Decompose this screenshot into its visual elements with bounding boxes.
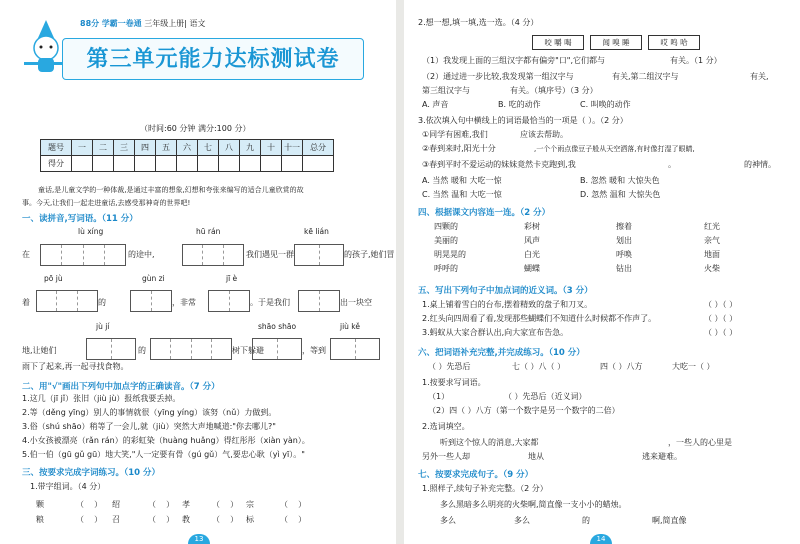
q1-text: 的孩子,她们冒	[344, 250, 395, 259]
q2-item-4: 4.小女孩被漂亮（rǎn rán）的彩虹染（huàng huǎng）得红彤彤（xiàn yàn）。	[22, 436, 310, 445]
matching-item[interactable]: 呼呼的	[434, 264, 458, 273]
pinyin-huran: hū rán	[196, 227, 221, 236]
q1-text: ，等到	[302, 346, 326, 355]
r-q5-brackets[interactable]: （ ）（ ）	[704, 314, 738, 323]
r-q6-fill: 听到这个惊人的消息,大家都	[440, 438, 539, 447]
r-q5-item2: 2.红头向四周看了看,发现那些蝴蝶们不知道什么时候都不作声了。	[422, 314, 657, 323]
q3-bracket: （ ）	[76, 500, 103, 509]
word-group-2: 闻 嗅 睡	[590, 35, 642, 50]
r-q5-item3: 3.蚂蚁从大家合群认出,向大家宣布告急。	[422, 328, 569, 337]
answer-box-kelian[interactable]	[294, 244, 344, 266]
matching-item[interactable]: 擦着	[616, 222, 632, 231]
score-cell[interactable]	[72, 156, 93, 172]
r-q2-item2-c: 有关,	[750, 72, 769, 81]
q1-text: 着	[22, 298, 30, 307]
score-table-header: 十一	[282, 140, 303, 156]
q1-text: 。于是我们	[250, 298, 290, 307]
q3-word: 宗	[246, 500, 254, 509]
score-table-header: 三	[114, 140, 135, 156]
r-q3-item: ①同学有困难,我们	[422, 130, 488, 139]
r-q7-pattern: 啊,简直像	[652, 516, 687, 525]
q1-text: 出一块空	[340, 298, 372, 307]
page-title: 第三单元能力达标测试卷	[86, 47, 340, 72]
matching-item[interactable]: 火柴	[704, 264, 720, 273]
r-q2-item1-end: 有关。（1 分）	[670, 56, 722, 65]
score-cell[interactable]	[282, 156, 303, 172]
r-q5-item1: 1.桌上铺着雪白的台布,摆着精致的盘子和刀叉。	[422, 300, 593, 309]
matching-item[interactable]: 亲气	[704, 236, 720, 245]
score-table-header: 一	[72, 140, 93, 156]
pinyin-kelian: kē lián	[304, 227, 329, 236]
page-number-right: 14	[590, 534, 612, 544]
r-q3-item: 。	[668, 160, 676, 169]
r-q2-item2: （2）通过进一步比较,我发现第一组汉字与	[422, 72, 574, 81]
r-q2-heading: 2.想一想,填一填,选一选。（4 分）	[418, 18, 539, 27]
q3-bracket: （ ）	[280, 515, 307, 524]
series-name: 学霸一卷通	[101, 19, 142, 28]
score-cell[interactable]	[240, 156, 261, 172]
r-q3-item: 应该去帮助。	[520, 130, 568, 139]
r-q3-opt: A. 当然 暖和 大吃一惊	[422, 176, 502, 185]
score-cell[interactable]	[135, 156, 156, 172]
score-cell[interactable]	[177, 156, 198, 172]
r-q3-heading: 3.依次填入句中横线上的词语最恰当的一项是（ ）。（2 分）	[418, 116, 628, 125]
answer-box-poju[interactable]	[36, 290, 98, 312]
pinyin-shaoshao: shāo shāo	[258, 322, 297, 331]
r-q2-opt-b: B. 吃的动作	[498, 100, 541, 109]
r-q5-brackets[interactable]: （ ）（ ）	[704, 328, 738, 337]
score-cell[interactable]	[261, 156, 282, 172]
matching-item[interactable]: 钻出	[616, 264, 632, 273]
right-page	[404, 0, 800, 544]
score-cell[interactable]	[303, 156, 334, 172]
q3-word: 孝	[182, 500, 190, 509]
score-cell[interactable]	[156, 156, 177, 172]
word-group-3: 哎 鸣 哈	[648, 35, 700, 50]
q1-text: 树下躲避	[232, 346, 264, 355]
q3-word: 教	[182, 515, 190, 524]
r-q7-pattern: 多么	[514, 516, 530, 525]
q3-word: 召	[112, 515, 120, 524]
score-table	[40, 139, 334, 172]
q3-bracket: （ ）	[212, 500, 239, 509]
r-q2-item3: 第三组汉字与	[422, 86, 470, 95]
r-q6-row: 四（ ）八方	[600, 362, 643, 371]
q3-word: 粮	[36, 515, 44, 524]
answer-box-huran[interactable]	[182, 244, 244, 266]
q3-bracket: （ ）	[148, 515, 175, 524]
q1-text: 我们遇见一群	[246, 250, 294, 259]
q3-bracket: （ ）	[148, 500, 175, 509]
r-q6-fill: 逃来避难。	[642, 452, 682, 461]
r-q2-opt-a: A. 声音	[422, 100, 449, 109]
answer-box-shaoshao[interactable]	[252, 338, 302, 360]
section-4-heading: 四、根据课文内容连一连。（2 分）	[418, 208, 551, 218]
matching-item[interactable]: 四颗的	[434, 222, 458, 231]
r-q5-brackets[interactable]: （ ）（ ）	[704, 300, 738, 309]
series-subject: 语文	[189, 19, 206, 28]
time-score: （时间:60 分钟 满分:100 分）	[140, 124, 251, 133]
q2-item-3: 3.俗（shú shāo）稍等了一会儿,就（jiù）突然大声地喊道:"你去哪儿?"	[22, 422, 276, 431]
r-q6-sub1: 1.按要求写词语。	[422, 378, 486, 387]
score-table-header: 九	[240, 140, 261, 156]
q1-text: 的	[138, 346, 146, 355]
q1-text: ，非常	[172, 298, 196, 307]
q1-text: 地,让她们	[22, 346, 57, 355]
score-table-header: 十	[261, 140, 282, 156]
answer-box-juji[interactable]	[86, 338, 136, 360]
r-q6-sub1-b: （ ）先恐后（近义词）	[504, 392, 587, 401]
score-cell[interactable]	[219, 156, 240, 172]
score-table-header: 六	[177, 140, 198, 156]
pinyin-jiuke: jiù kě	[340, 322, 360, 331]
r-q6-row: （ ）先恐后	[428, 362, 471, 371]
word-group-1: 咬 嚼 喝	[532, 35, 584, 50]
section-7-heading: 七、按要求完成句子。（9 分）	[418, 470, 534, 480]
r-q6-fill: 地从	[528, 452, 544, 461]
r-q7-sub: 1.照样子,续句子补充完整。（2 分）	[422, 484, 548, 493]
q3-word: 绍	[112, 500, 120, 509]
r-q2-item1: （1）我发现上面的三组汉字都有偏旁"口",它们都与	[422, 56, 605, 65]
answer-box-extra[interactable]	[298, 290, 340, 312]
q1-text: 在	[22, 250, 30, 259]
score-table-header: 总分	[303, 140, 334, 156]
matching-item[interactable]: 红光	[704, 222, 720, 231]
score-cell[interactable]	[198, 156, 219, 172]
score-table-header: 四	[135, 140, 156, 156]
answer-box-jiuke[interactable]	[330, 338, 380, 360]
q2-item-2: 2.等（děng yīng）别人的事情就很（yīng yíng）该努（nǔ）力做到。	[22, 408, 277, 417]
score-cell[interactable]	[93, 156, 114, 172]
score-table-header: 七	[198, 140, 219, 156]
q3-word: 颗	[36, 500, 44, 509]
matching-item[interactable]: 地面	[704, 250, 720, 259]
q1-text: 的	[98, 298, 106, 307]
pinyin-juji: jù jí	[96, 322, 110, 331]
page-number-left: 13	[188, 534, 210, 544]
matching-item[interactable]: 蝴蝶	[524, 264, 540, 273]
q1-line4: 雨下了起来,再一起寻找食物。	[22, 362, 129, 371]
pinyin-poju: pō jù	[44, 274, 63, 283]
matching-item[interactable]: 风声	[524, 236, 540, 245]
q3-bracket: （ ）	[212, 515, 239, 524]
r-q6-sub1-a: （1）	[428, 392, 450, 401]
intro-line-1: 童话,是儿童文学的一种体裁,是通过丰富的想象,幻想和夸张来编写的适合儿童欣赏的故	[38, 186, 304, 194]
answer-box-jie[interactable]	[208, 290, 250, 312]
answer-box-gunzi[interactable]	[130, 290, 172, 312]
matching-item[interactable]: 彩树	[524, 222, 540, 231]
pinyin-gunzi: gùn zi	[142, 274, 165, 283]
section-3-heading: 三、按要求完成字词练习。（10 分）	[22, 468, 161, 478]
r-q3-item: 的神情。	[744, 160, 776, 169]
answer-box-luxing[interactable]	[40, 244, 126, 266]
r-q3-item: ③春到平时不爱运动的妹妹竟然卡克跑到,我	[422, 160, 576, 169]
q3-word: 标	[246, 515, 254, 524]
score-table-header: 五	[156, 140, 177, 156]
matching-item[interactable]: 划出	[616, 236, 632, 245]
series-grade: 三年级上册	[144, 19, 185, 28]
r-q2-opt-c: C. 叫唤的动作	[580, 100, 631, 109]
r-q6-sub1-c: （2）四（ ）八方（第一个数字是另一个数字的二倍）	[428, 406, 620, 415]
q1-text: 的途中,	[128, 250, 155, 259]
matching-item[interactable]: 明晃晃的	[434, 250, 466, 259]
matching-item[interactable]: 美丽的	[434, 236, 458, 245]
r-q7-example: 多么黑暗多么明亮的火柴啊,简直像一支小小的蜡烛。	[440, 500, 627, 509]
score-row-label: 得分	[41, 156, 72, 172]
r-q6-row: 大吃一（ ）	[672, 362, 715, 371]
r-q3-opt: C. 当然 温和 大吃一惊	[422, 190, 502, 199]
q2-item-5: 5.伯一伯（gū gǔ gū）地大笑,"人一定要有骨（gú gǔ）气,要忠心耿（yì yī）。"	[22, 450, 305, 459]
r-q6-row: 七（ ）八（ ）	[512, 362, 566, 371]
section-6-heading: 六、把词语补充完整,并完成练习。（10 分）	[418, 348, 585, 358]
intro-line-2: 事。今天,让我们一起走进童话,去感受那神奇的世界吧!	[22, 199, 191, 207]
section-2-heading: 二、用"√"画出下列句中加点字的正确读音。（7 分）	[22, 382, 220, 392]
score-table-header: 题号	[41, 140, 72, 156]
r-q6-sub2: 2.选词填空。	[422, 422, 470, 431]
q2-item-1: 1.这几（jī jǐ）张旧（jiù jù）报纸我要丢掉。	[22, 394, 181, 403]
r-q3-item: ,一个个雨点像豆子般从天空洒落,有时像打湿了眼睛,	[534, 145, 695, 153]
score-table-header: 八	[219, 140, 240, 156]
score-table-header: 二	[93, 140, 114, 156]
r-q3-opt: D. 忽然 温和 大惊失色	[580, 190, 661, 199]
book-gutter	[396, 0, 404, 544]
score-cell[interactable]	[114, 156, 135, 172]
pinyin-jie: jī è	[226, 274, 238, 283]
r-q7-pattern: 的	[582, 516, 590, 525]
matching-item[interactable]: 呼唤	[616, 250, 632, 259]
section-5-heading: 五、写出下列句子中加点词的近义词。（3 分）	[418, 286, 593, 296]
q3-bracket: （ ）	[76, 515, 103, 524]
r-q2-item3-end: 有关。（填序号）（3 分）	[510, 86, 598, 95]
r-q2-item2-b: 有关,第二组汉字与	[612, 72, 679, 81]
series-line: 88分 学霸一卷通 三年级上册| 语文	[80, 19, 206, 28]
r-q3-item: ②春到来时,阳光十分	[422, 144, 496, 153]
q3-sub: 1.带字组词。（4 分）	[30, 482, 106, 491]
pinyin-luxing: lù xíng	[78, 227, 104, 236]
matching-item[interactable]: 白光	[524, 250, 540, 259]
q3-bracket: （ ）	[280, 500, 307, 509]
left-page	[0, 0, 396, 544]
series-brand: 88分	[80, 19, 100, 28]
r-q6-fill: ，一些人的心里是	[668, 438, 732, 447]
r-q6-fill: 另外一些人却	[422, 452, 470, 461]
section-1-heading: 一、读拼音,写词语。（11 分）	[22, 214, 138, 224]
answer-box-middle[interactable]	[150, 338, 232, 360]
r-q3-opt: B. 忽然 暖和 大惊失色	[580, 176, 660, 185]
r-q7-pattern: 多么	[440, 516, 456, 525]
